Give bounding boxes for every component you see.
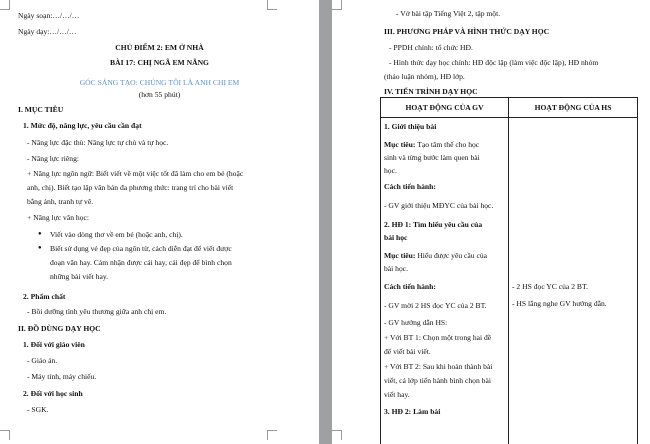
table-header-teacher: HOẠT ĐỘNG CỦA GV	[405, 103, 484, 112]
table-cell: Cách tiến hành:	[384, 182, 436, 191]
table-cell: + Với BT 2: Sau khi hoàn thành bài	[384, 362, 493, 371]
table-cell: Mục tiêu: Hiểu được yêu cầu của	[384, 251, 488, 260]
text-line: (thảo luận nhóm), HĐ lớp.	[384, 72, 465, 81]
bullet-text: Viết vào dòng thơ về em bé (hoặc anh, chị).	[50, 230, 183, 239]
table-cell: 2. HĐ 1: Tìm hiểu yêu cầu của	[384, 220, 483, 229]
text-line: - Vở bài tập Tiếng Việt 2, tập một.	[396, 9, 501, 18]
subsection-competencies: 1. Mức độ, năng lực, yêu cầu cần đạt	[23, 121, 142, 130]
text-line: anh, chị). Biết tạo lập văn bản đa phương thức: trang trí cho bài viết	[27, 183, 234, 192]
date-taught: Ngày dạy:…/…/…	[18, 27, 77, 36]
crop-mark	[332, 0, 342, 10]
date-prepared: Ngày soạn:…/…/…	[18, 11, 80, 20]
document-page-left	[0, 0, 319, 444]
table-header-student: HOẠT ĐỘNG CỦA HS	[534, 103, 612, 112]
table-cell: sinh và từng bước làm quen bài	[384, 153, 480, 162]
text-line: - Năng lực riêng:	[27, 154, 79, 163]
theme-heading: CHỦ ĐIỂM 2: EM Ở NHÀ	[115, 43, 204, 52]
table-cell-text: Tạo tâm thế cho học	[417, 140, 480, 149]
subsection-qualities: 2. Phẩm chất	[23, 292, 66, 301]
text-line: + Năng lực ngôn ngữ: Biết viết về một việc tốt đã làm cho em bé (hoặc	[27, 169, 244, 178]
corner-heading: GÓC SÁNG TẠO: CHÚNG TÔI LÀ ANH CHỊ EM	[79, 78, 240, 87]
crop-mark	[0, 430, 10, 440]
table-cell: bài học	[384, 233, 408, 242]
table-cell: viết, cả lớp tiến hành bình chọn bài	[384, 376, 491, 385]
bullet-text: Biết sử dụng vẻ đẹp của ngôn từ, cách diễn đạt để viết được	[50, 244, 232, 253]
table-cell: - HS lắng nghe GV hướng dẫn.	[512, 299, 607, 308]
text-line: - Máy tính, máy chiếu.	[27, 372, 97, 381]
table-cell: bài học.	[384, 264, 409, 273]
table-cell: + Với BT 1: Chọn một trong hai đề	[384, 333, 492, 342]
lesson-heading: BÀI 17: CHỊ NGÃ EM NÂNG	[110, 58, 209, 67]
duration: (hơn 55 phút)	[138, 90, 181, 99]
table-cell-text: Hiểu được yêu cầu của	[417, 251, 488, 260]
table-cell: - 2 HS đọc YC của 2 BT.	[512, 282, 588, 291]
section-materials: II. ĐỒ DÙNG DẠY HỌC	[18, 324, 101, 333]
table-cell: 1. Giới thiệu bài	[384, 122, 437, 131]
bullet-text: những bài viết hay.	[50, 272, 109, 281]
section-methods: III. PHƯƠNG PHÁP VÀ HÌNH THỨC DẠY HỌC	[384, 27, 550, 36]
text-line: - Hình thức dạy học chính: HĐ độc lập (làm việc độc lập), HĐ nhóm	[389, 58, 599, 67]
text-line: - Năng lực đặc thù: Năng lực tự chủ và tự học.	[27, 138, 169, 147]
table-cell: - GV giới thiệu MĐYC của bài học.	[384, 201, 494, 210]
text-line: - PPDH chính: tổ chức HĐ.	[389, 43, 473, 52]
table-cell: - GV mời 2 HS đọc YC của 2 BT.	[384, 301, 487, 310]
crop-mark	[0, 0, 10, 10]
bullet-text: đoạn văn hay. Cảm nhận được cái hay, cái đẹp để bình chọn	[50, 258, 232, 267]
crop-mark	[267, 0, 277, 10]
table-cell: 3. HĐ 2: Làm bài	[384, 407, 441, 416]
document-page-right	[332, 0, 650, 444]
table-cell: Mục tiêu: Tạo tâm thế cho học	[384, 140, 480, 149]
section-objectives: I. MỤC TIÊU	[18, 105, 64, 114]
subsection-student: 2. Đối với học sinh	[23, 389, 83, 398]
activity-table	[380, 97, 638, 444]
table-cell: Cách tiến hành:	[384, 282, 436, 291]
crop-mark	[267, 430, 277, 440]
text-line: - Bồi dưỡng tình yêu thương giữa anh chị em.	[27, 307, 167, 316]
table-cell: - GV hướng dẫn HS:	[384, 318, 448, 327]
table-column-divider	[508, 98, 509, 444]
crop-mark	[332, 430, 342, 440]
bullet-icon: ●	[38, 231, 42, 237]
text-line: + Năng lực văn học:	[27, 213, 89, 222]
section-process: IV. TIẾN TRÌNH DẠY HỌC	[384, 87, 478, 96]
table-cell: học.	[384, 166, 397, 175]
text-line: - Giáo án.	[27, 356, 58, 365]
subsection-teacher: 1. Đối với giáo viên	[23, 340, 85, 349]
text-line: bằng ảnh, tranh tự vẽ.	[27, 197, 94, 206]
text-line: - SGK.	[27, 405, 49, 414]
table-cell: viết hay.	[384, 390, 410, 399]
bullet-icon: ●	[38, 245, 42, 251]
table-cell: để viết bài viết.	[384, 347, 431, 356]
